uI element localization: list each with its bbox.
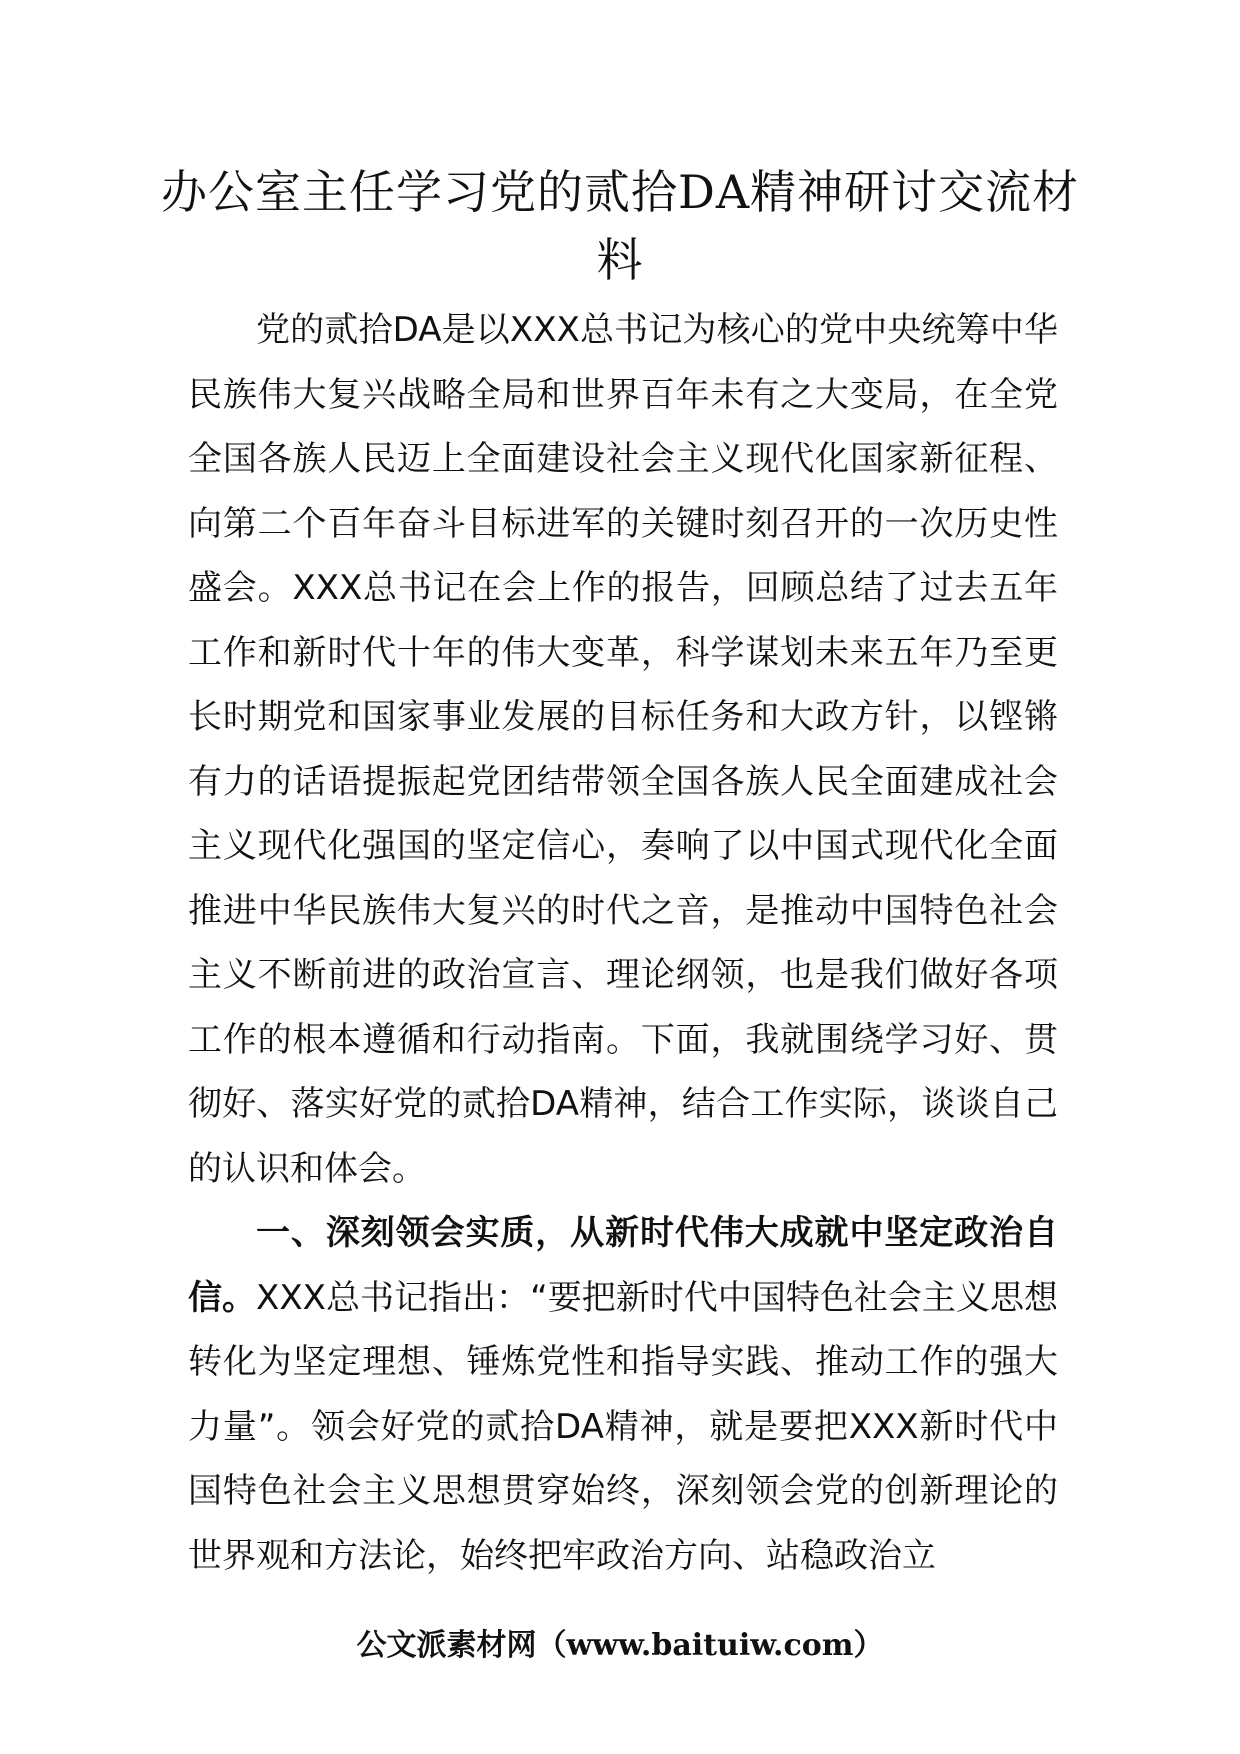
document-title: 办公室主任学习党的贰拾DA精神研讨交流材料 [160, 165, 1080, 287]
paragraph-intro: 党的贰拾DA是以XXX总书记为核心的党中央统筹中华民族伟大复兴战略全局和世界百年未有之大变局，在全党全国各族人民迈上全面建设社会主义现代化国家新征程、向第二个百年奋斗目标进军的关键时刻召开的一次历史性盛会。XXX总书记在会上作的报告，回顾总结了过去五年工作和新时代十年的伟大变革，科学谋划未来五年乃至更长时期党和国家事业发展的目标任务和大政方针，以铿锵有力的话语提振起党团结带领全国各族人民全面建成社会主义现代化强国的坚定信心，奏响了以中国式现代化全面推进中华民族伟大复兴的时代之音，是推动中国特色社会主义不断前进的政治宣言、理论纲领，也是我们做好各项工作的根本遵循和行动指南。下面，我就围绕学习好、贯彻好、落实好党的贰拾DA精神，结合工作实际，谈谈自己的认识和体会。 [188, 310, 1058, 1189]
section-1-text: XXX总书记指出：“要把新时代中国特色社会主义思想转化为坚定理想、锤炼党性和指导实践、推动工作的强大力量”。领会好党的贰拾DA精神，就是要把XXX新时代中国特色社会主义思想贯穿始终，深刻领会党的创新理论的世界观和方法论，始终把牢政治方向、站稳政治立 [188, 1277, 1058, 1576]
footer-watermark: 公文派素材网（www.baituiw.com） [356, 1628, 884, 1663]
document-body [188, 298, 1058, 1588]
paragraph-section-1 [188, 1201, 1058, 1588]
section-1-heading: 一、深刻领会实质，从新时代伟大成就中坚定政治自信。 [188, 1213, 1058, 1318]
